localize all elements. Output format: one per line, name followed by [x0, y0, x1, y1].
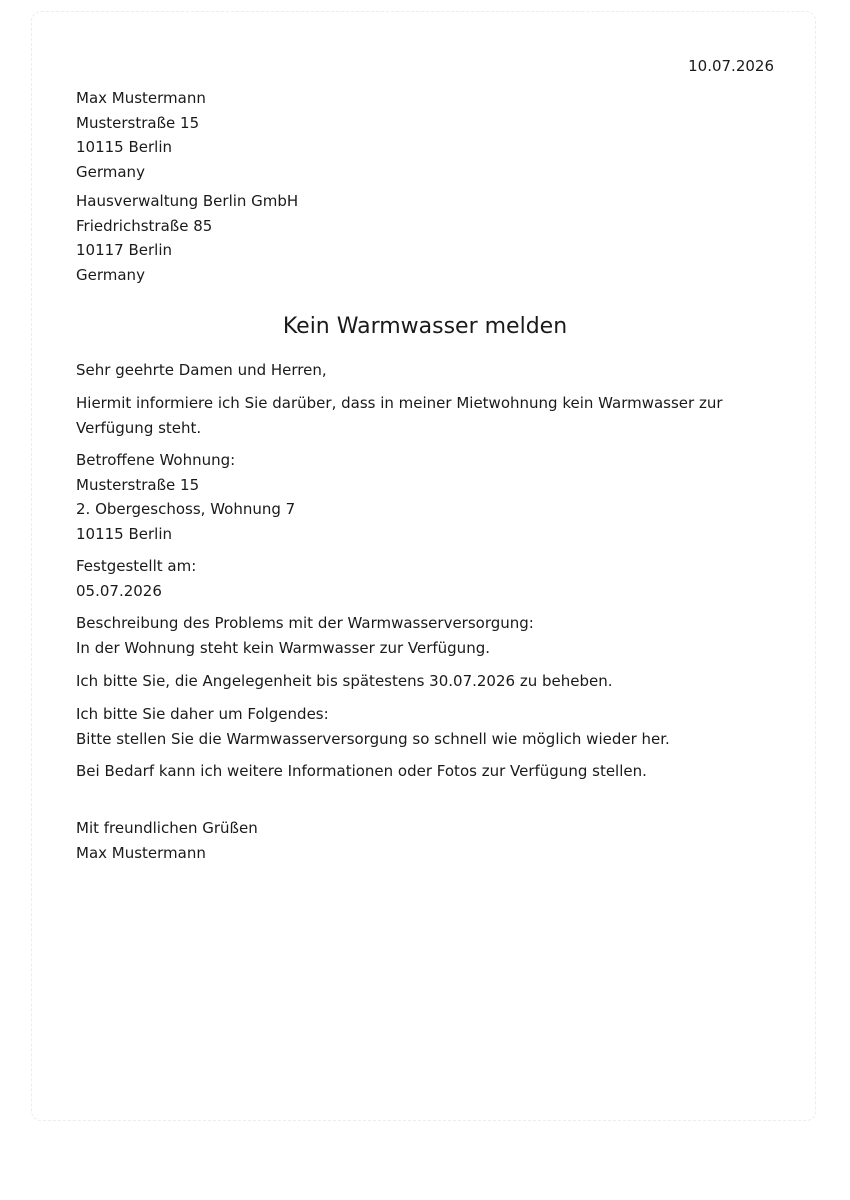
affected-unit-block	[76, 448, 295, 546]
salutation: Sehr geehrte Damen und Herren,	[76, 361, 327, 379]
recipient-country: Germany	[76, 265, 145, 284]
recipient-street: Friedrichstraße 85	[76, 216, 213, 235]
sender-address	[76, 86, 206, 184]
intro-line-2: Verfügung steht.	[76, 418, 202, 437]
closing-block	[76, 816, 258, 865]
sender-city: 10115 Berlin	[76, 138, 173, 156]
problem-text: In der Wohnung steht kein Warmwasser zur Verfügung.	[76, 638, 490, 657]
recipient-address	[76, 189, 298, 287]
sender-country: Germany	[76, 162, 145, 181]
detected-label: Festgestellt am:	[76, 557, 197, 575]
intro-line-1: Hiermit informiere ich Sie darüber, dass in meiner Mietwohnung kein Warmwasser zur	[76, 394, 723, 412]
recipient-city: 10117 Berlin	[76, 241, 173, 259]
signature-name: Max Mustermann	[76, 843, 206, 862]
affected-unit-city: 10115 Berlin	[76, 524, 173, 543]
recipient-name: Hausverwaltung Berlin GmbH	[76, 192, 299, 210]
problem-label: Beschreibung des Problems mit der Warmwasserversorgung:	[76, 614, 534, 632]
affected-unit-label: Betroffene Wohnung:	[76, 451, 236, 469]
detected-date: 05.07.2026	[76, 581, 162, 600]
request-text: Bitte stellen Sie die Warmwasserversorgung so schnell wie möglich wieder her.	[76, 729, 670, 748]
intro-paragraph	[76, 391, 723, 440]
detected-block	[76, 554, 196, 603]
sender-street: Musterstraße 15	[76, 113, 200, 132]
affected-unit-floor: 2. Obergeschoss, Wohnung 7	[76, 500, 296, 518]
deadline-paragraph: Ich bitte Sie, die Angelegenheit bis spätestens 30.07.2026 zu beheben.	[76, 672, 613, 690]
affected-unit-street: Musterstraße 15	[76, 475, 200, 494]
letter-date: 10.07.2026	[688, 57, 774, 75]
offer-paragraph: Bei Bedarf kann ich weitere Informationen oder Fotos zur Verfügung stellen.	[76, 762, 647, 780]
closing-phrase: Mit freundlichen Grüßen	[76, 819, 258, 837]
sender-name: Max Mustermann	[76, 89, 206, 107]
problem-block	[76, 611, 534, 660]
request-label: Ich bitte Sie daher um Folgendes:	[76, 705, 329, 723]
request-block	[76, 702, 670, 751]
letter-subject: Kein Warmwasser melden	[282, 314, 568, 339]
